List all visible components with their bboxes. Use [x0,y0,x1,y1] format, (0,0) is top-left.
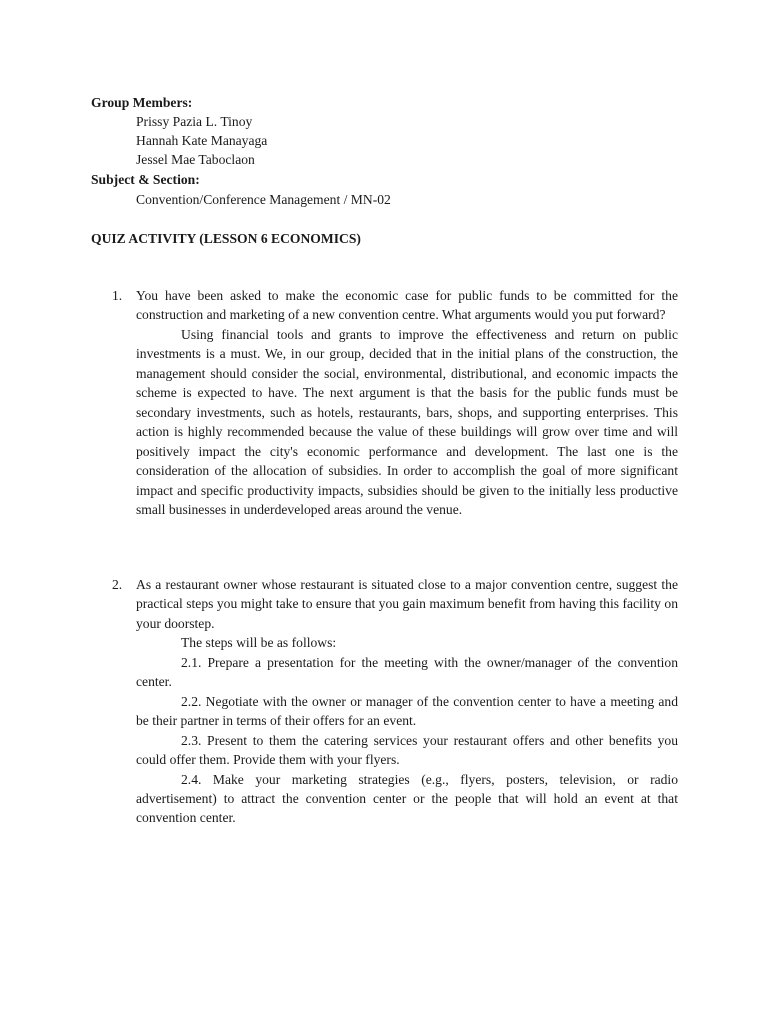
answer-1-text: Using financial tools and grants to improve the effectiveness and return on public investments is a must. We, in our group, decided that in the initial plans of the construction, the management should consider the social, environmental, distributional, and economic impacts the scheme is expected to have. The next argument is that the basis for the public funds must be secondary investments, such as hotels, restaurants, bars, shops, and supporting enterprises. This action is highly recommended because the value of these buildings will grow over time and will positively impact the city's economic performance and development. The last one is the consideration of the allocation of subsidies. In order to accomplish the goal of more significant impact and specific productivity impacts, subsidies should be given to the initially less productive small businesses in underdeveloped areas around the venue. [136,326,678,517]
member-3: Jessel Mae Taboclaon [136,152,255,167]
step-2-3: 2.3. Present to them the catering services your restaurant offers and other benefits you could offer them. Provide them with your flyers. [136,732,678,768]
question-2-block [136,575,678,828]
step-2-1: 2.1. Prepare a presentation for the meeting with the owner/manager of the convention center. [136,654,678,690]
question-1-number: 1. [112,288,123,303]
step-2-4: 2.4. Make your marketing strategies (e.g., flyers, posters, television, or radio advertisement) to attract the convention center or the people that will hold an event at that convention center. [136,771,678,826]
subject-section-value: Convention/Conference Management / MN-02 [136,192,391,207]
step-2-2: 2.2. Negotiate with the owner or manager of the convention center to have a meeting and be their partner in terms of their offers for an event. [136,693,678,729]
member-2: Hannah Kate Manayaga [136,133,268,148]
question-1-text: You have been asked to make the economic case for public funds to be committed for the construction and marketing of a new convention centre. What arguments would you put forward? [136,288,678,323]
question-2-number: 2. [112,577,123,592]
quiz-title: QUIZ ACTIVITY (LESSON 6 ECONOMICS) [91,231,361,246]
question-2-text: As a restaurant owner whose restaurant is situated close to a major convention centre, suggest the practical steps you might take to ensure that you gain maximum benefit from having this facility on your doorstep. [136,577,678,631]
member-1: Prissy Pazia L. Tinoy [136,114,253,129]
subject-section-label: Subject & Section: [91,172,200,187]
group-members-label: Group Members: [91,95,193,110]
answer-2-intro: The steps will be as follows: [181,635,337,651]
question-1-block [136,286,678,519]
